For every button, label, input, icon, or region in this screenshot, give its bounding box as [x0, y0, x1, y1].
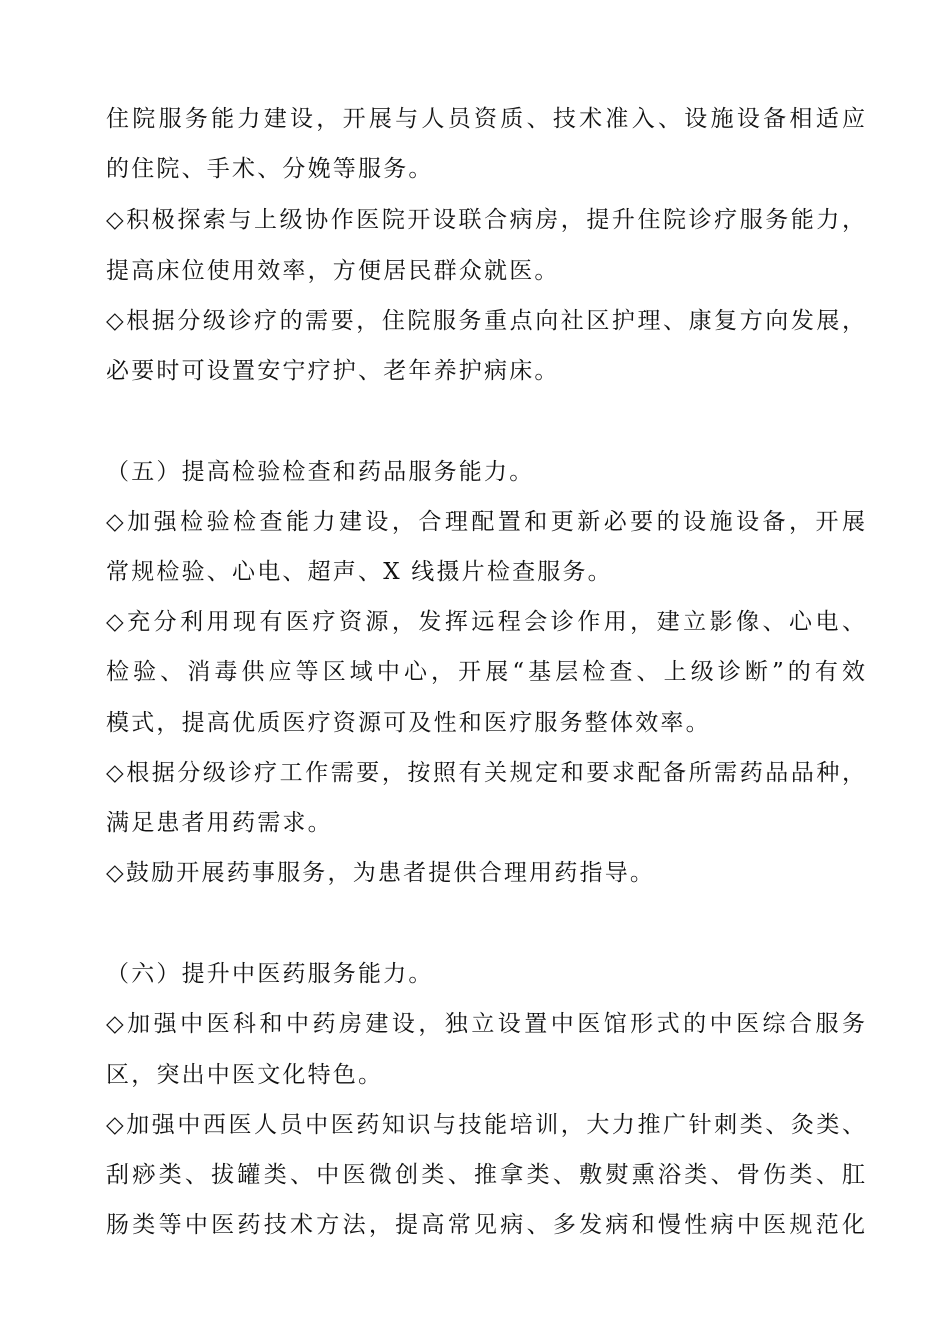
text-line: 提高床位使用效率，方便居民群众就医。 [106, 258, 560, 284]
text-line: 的住院、手术、分娩等服务。 [106, 156, 434, 182]
text-line: ◇根据分级诊疗工作需要，按照有关规定和要求配备所需药品品种， [106, 760, 866, 786]
text-line: 住院服务能力建设，开展与人员资质、技术准入、设施设备相适应 [106, 106, 866, 132]
section-heading: （六）提升中医药服务能力。 [106, 961, 434, 987]
text-line: ◇加强中西医人员中医药知识与技能培训，大力推广针刺类、灸类、 [106, 1112, 866, 1138]
text-line: 区，突出中医文化特色。 [106, 1062, 384, 1088]
text-line: ◇鼓励开展药事服务，为患者提供合理用药指导。 [106, 860, 656, 886]
text-line: ◇加强检验检查能力建设，合理配置和更新必要的设施设备，开展 [106, 509, 866, 535]
text-line: 检验、消毒供应等区域中心，开展“基层检查、上级诊断”的有效 [106, 659, 866, 685]
text-line: 肠类等中医药技术方法，提高常见病、多发病和慢性病中医规范化 [106, 1212, 866, 1238]
text-line: 必要时可设置安宁疗护、老年养护病床。 [106, 358, 560, 384]
section-heading: （五）提高检验检查和药品服务能力。 [106, 459, 535, 485]
text-line: 满足患者用药需求。 [106, 810, 333, 836]
text-line: 常规检验、心电、超声、X 线摄片检查服务。 [106, 559, 613, 585]
text-line: ◇根据分级诊疗的需要，住院服务重点向社区护理、康复方向发展， [106, 308, 866, 334]
text-line: ◇积极探索与上级协作医院开设联合病房，提升住院诊疗服务能力， [106, 207, 866, 233]
text-line: 模式，提高优质医疗资源可及性和医疗服务整体效率。 [106, 710, 711, 736]
text-line: ◇充分利用现有医疗资源，发挥远程会诊作用，建立影像、心电、 [106, 609, 866, 635]
text-line: 刮痧类、拔罐类、中医微创类、推拿类、敷熨熏浴类、骨伤类、肛 [106, 1162, 866, 1188]
text-line: ◇加强中医科和中药房建设，独立设置中医馆形式的中医综合服务 [106, 1011, 866, 1037]
